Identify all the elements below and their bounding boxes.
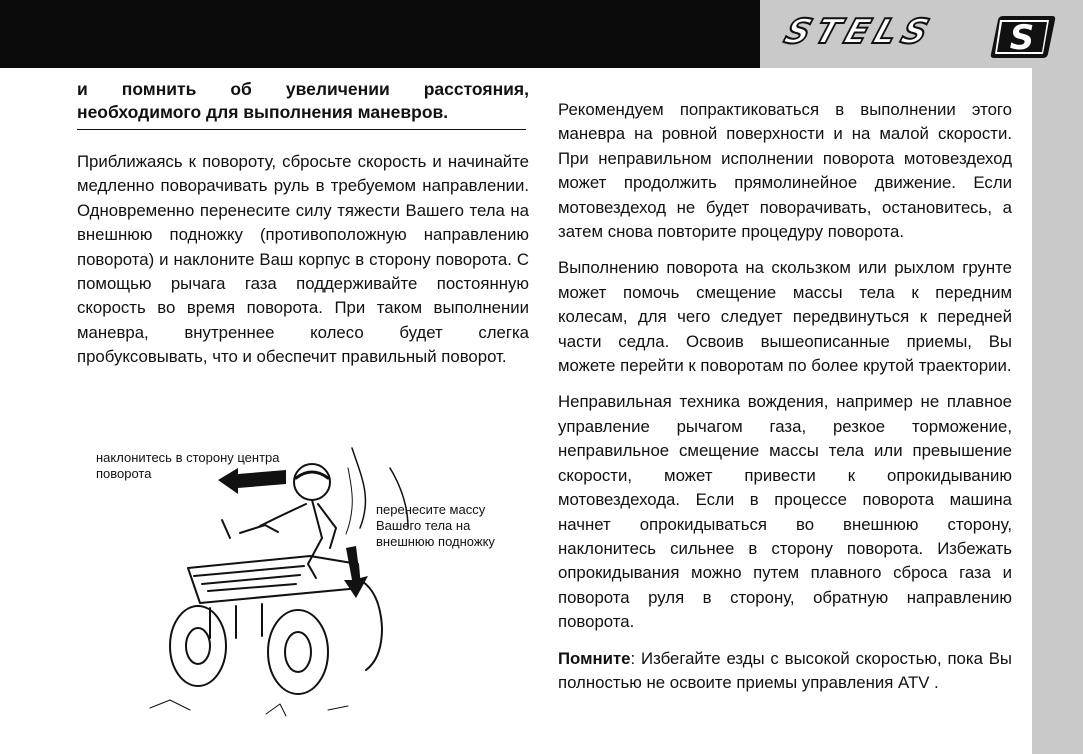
brand-logo: [760, 0, 1083, 68]
header-bar: [0, 0, 760, 68]
brand-wordmark: STELS: [779, 12, 940, 52]
left-column: [77, 78, 529, 370]
heading-underline: [77, 129, 526, 130]
section-heading: и помнить об увеличении расстояния, необходимого для выполнения маневров.: [77, 79, 529, 122]
caption-shift-weight: перенесите массу Вашего тела на внешнюю подножку: [376, 502, 495, 549]
side-margin-strip: [1032, 68, 1083, 754]
brand-s-letter: S: [1009, 18, 1035, 58]
rollover-paragraph: Неправильная техника вождения, например не плавное управление рычагом газа, резкое торможение, неправильное смещение массы тела или превышение скорости, может привести к опрокидыванию мотовездехода. Если в процессе поворота машина начнет опрокидываться во внешнюю сторону, наклонитесь сильнее в сторону поворота. Избежать опрокидывания можно путем плавного сброса газа и поворота руля в сторону, обратную направлению поворота.: [558, 392, 1012, 632]
practice-paragraph: Рекомендуем попрактиковаться в выполнении этого маневра на ровной поверхности и на малой скорости. При неправильном исполнении поворота мотовездеход может продолжить прямолинейное движение. Если мотовездеход не будет поворачивать, остановитесь, а затем снова повторите процедуру поворота.: [558, 100, 1012, 242]
down-arrow-icon: [344, 546, 368, 598]
reminder-text: : Избегайте езды с высокой скоростью, пока Вы полностью не освоите приемы управления ATV .: [558, 648, 1012, 692]
reminder-label: Помните: [558, 648, 631, 668]
slippery-ground-paragraph: Выполнению поворота на скользком или рыхлом грунте может помочь смещение массы тела к передним колесам, для чего следует передвинуться к передней части седла. Освоив вышеописанные приемы, Вы можете перейти к поворотам по более крутой траектории.: [558, 258, 1012, 376]
reminder-paragraph: [558, 647, 1012, 696]
caption-lean: наклонитесь в сторону центра поворота: [96, 450, 280, 481]
brand-s-emblem-icon: [988, 10, 1058, 62]
turning-paragraph: Приближаясь к повороту, сбросьте скорость и начинайте медленно поворачивать руль в требуемом направлении. Одновременно перенесите силу тяжести Вашего тела на внешнюю подножку (противоположную направлению поворота) и наклоните Ваш корпус в сторону поворота. С помощью рычага газа поддерживайте постоянную скорость во время поворота. При таком выполнении маневра, внутреннее колесо будет слегка пробуксовывать, что и обеспечит правильный поворот.: [77, 152, 529, 367]
right-column: [558, 98, 1012, 695]
